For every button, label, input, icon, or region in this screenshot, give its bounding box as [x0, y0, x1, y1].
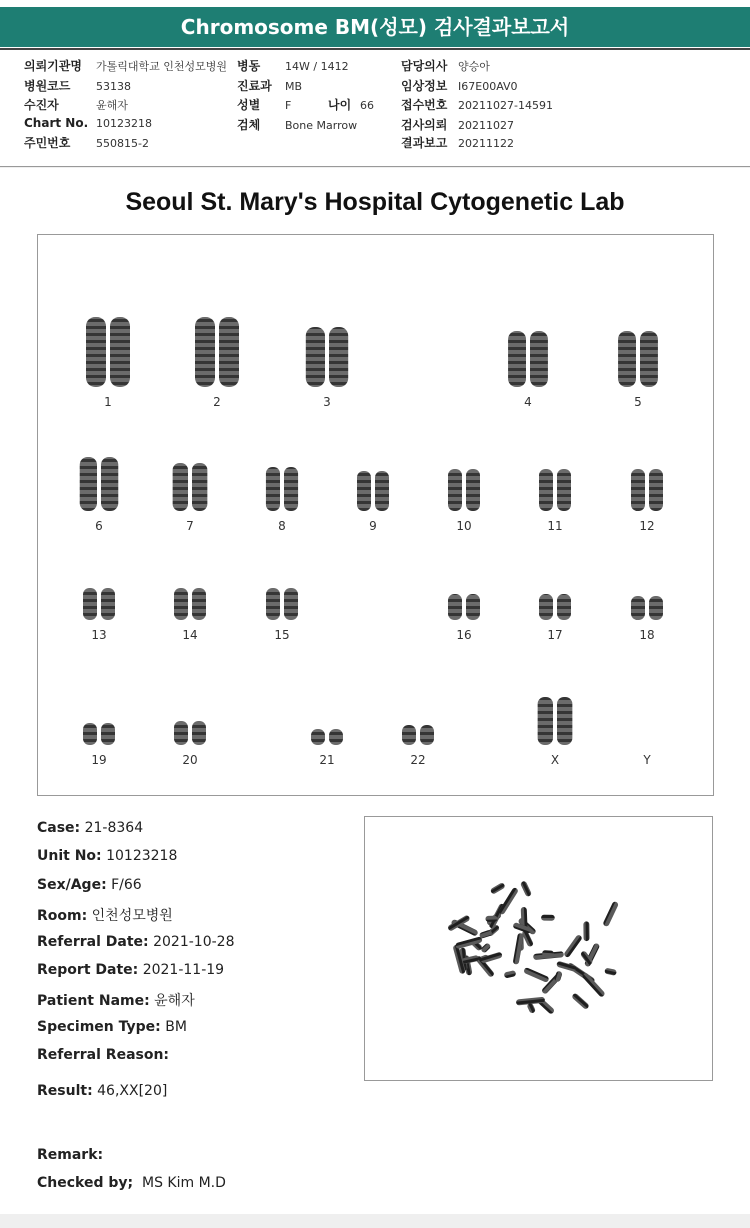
metaphase-chromosome: [490, 882, 506, 895]
metaphase-spread-image: [365, 817, 712, 1080]
info-row: 임상정보 I67E00AV0: [401, 79, 518, 93]
info-row: 결과보고 20211122: [401, 136, 514, 150]
metaphase-chromosome: [542, 950, 554, 957]
metaphase-chromosome: [480, 942, 491, 953]
chromosome-8: [266, 467, 280, 511]
info-row: 검사의뢰 20211027: [401, 118, 514, 132]
chromosome-16: [448, 594, 462, 620]
metaphase-chromosome: [602, 901, 619, 927]
chromosome-3: [306, 327, 325, 387]
info-row: 접수번호 20211027-14591: [401, 98, 553, 112]
field-room: Room: 인천성모병원: [37, 908, 173, 924]
chromosome-label-21: 21: [319, 753, 335, 767]
chromosome-label-15: 15: [274, 628, 290, 642]
karyotype-image: [38, 235, 713, 795]
chromosome-1: [110, 317, 130, 387]
chromosome-label-5: 5: [634, 395, 642, 409]
chromosome-4: [508, 331, 526, 387]
metaphase-chromosome: [583, 921, 589, 941]
chromosome-label-17: 17: [547, 628, 563, 642]
chromosome-label-Y: Y: [643, 753, 651, 767]
chromosome-6: [80, 457, 97, 511]
metaphase-chromosome: [480, 951, 503, 963]
field-remark: Remark:: [37, 1147, 104, 1163]
chromosome-label-10: 10: [456, 519, 472, 533]
chromosome-14: [192, 588, 206, 620]
chromosome-11: [557, 469, 571, 511]
chromosome-5: [618, 331, 636, 387]
chromosome-label-18: 18: [639, 628, 655, 642]
chromosome-15: [284, 588, 298, 620]
chromosome-21: [311, 729, 325, 745]
chromosome-X: [538, 697, 553, 745]
metaphase-chromosome: [520, 880, 532, 897]
metaphase-chromosome: [498, 887, 519, 916]
title-bar: [0, 0, 750, 48]
karyotype-panel: [37, 234, 714, 796]
chromosome-4: [530, 331, 548, 387]
field-specimen: Specimen Type: BM: [37, 1019, 187, 1035]
chromosome-label-7: 7: [186, 519, 194, 533]
chromosome-9: [375, 471, 389, 511]
report-title: Chromosome BM(성모) 검사결과보고서: [0, 7, 750, 47]
metaphase-panel: [364, 816, 713, 1081]
chromosome-7: [173, 463, 188, 511]
report-page: [0, 168, 750, 1214]
metaphase-chromosome: [604, 968, 617, 976]
chromosome-8: [284, 467, 298, 511]
info-row: 나이 66: [328, 98, 374, 112]
chromosome-21: [329, 729, 343, 745]
chromosome-16: [466, 594, 480, 620]
field-sexage: Sex/Age: F/66: [37, 877, 142, 893]
info-row: 의뢰기관명 가톨릭대학교 인천성모병원: [24, 59, 228, 73]
info-row: 수진자 윤해자: [24, 98, 128, 112]
info-row: 담당의사 양승아: [401, 59, 490, 73]
chromosome-10: [448, 469, 462, 511]
metaphase-chromosome: [571, 992, 590, 1010]
chromosome-3: [329, 327, 348, 387]
chromosome-label-4: 4: [524, 395, 532, 409]
chromosome-label-13: 13: [91, 628, 107, 642]
chromosome-12: [649, 469, 663, 511]
chromosome-20: [192, 721, 206, 745]
metaphase-chromosome: [485, 916, 497, 922]
chromosome-X: [557, 697, 572, 745]
info-row: 병동 14W / 1412: [237, 59, 349, 73]
chromosome-19: [101, 723, 115, 745]
field-result: Result: 46,XX[20]: [37, 1083, 168, 1099]
chromosome-label-19: 19: [91, 753, 107, 767]
field-unit: Unit No: 10123218: [37, 848, 178, 864]
info-row: 검체 Bone Marrow: [237, 118, 358, 132]
chromosome-label-2: 2: [213, 395, 221, 409]
chromosome-12: [631, 469, 645, 511]
chromosome-13: [83, 588, 97, 620]
chromosome-22: [402, 725, 416, 745]
chromosome-6: [101, 457, 118, 511]
chromosome-14: [174, 588, 188, 620]
chromosome-label-12: 12: [639, 519, 655, 533]
info-row: 성별 F: [237, 98, 292, 112]
metaphase-chromosome: [581, 972, 605, 998]
chromosome-label-9: 9: [369, 519, 377, 533]
metaphase-chromosome: [541, 915, 555, 921]
field-referral-date: Referral Date: 2021-10-28: [37, 934, 235, 950]
chromosome-18: [649, 596, 663, 620]
info-row: 병원코드 53138: [24, 79, 131, 93]
field-referral-reason: Referral Reason:: [37, 1047, 170, 1063]
chromosome-15: [266, 588, 280, 620]
lab-title: Seoul St. Mary's Hospital Cytogenetic Lab: [125, 188, 625, 216]
chromosome-20: [174, 721, 188, 745]
chromosome-label-3: 3: [323, 395, 331, 409]
field-case: Case: 21-8364: [37, 820, 144, 836]
chromosome-label-22: 22: [410, 753, 426, 767]
chromosome-1: [86, 317, 106, 387]
chromosome-2: [219, 317, 239, 387]
chromosome-18: [631, 596, 645, 620]
field-checked-by: Checked by; MS Kim M.D: [37, 1175, 226, 1191]
chromosome-9: [357, 471, 371, 511]
chromosome-5: [640, 331, 658, 387]
chromosome-22: [420, 725, 434, 745]
chromosome-label-11: 11: [547, 519, 563, 533]
chromosome-17: [539, 594, 553, 620]
chromosome-7: [192, 463, 207, 511]
patient-info-panel: [0, 48, 750, 167]
info-row: Chart No. 10123218: [24, 116, 152, 130]
chromosome-label-16: 16: [456, 628, 472, 642]
field-report-date: Report Date: 2021-11-19: [37, 962, 225, 978]
metaphase-chromosome: [563, 934, 583, 958]
chromosome-label-1: 1: [104, 395, 112, 409]
chromosome-2: [195, 317, 215, 387]
metaphase-chromosome: [504, 970, 517, 979]
chromosome-19: [83, 723, 97, 745]
chromosome-label-6: 6: [95, 519, 103, 533]
metaphase-chromosome: [523, 967, 550, 983]
metaphase-chromosome: [556, 961, 577, 972]
info-row: 주민번호 550815-2: [24, 136, 149, 150]
info-row: 진료과 MB: [237, 79, 303, 93]
chromosome-label-8: 8: [278, 519, 286, 533]
chromosome-10: [466, 469, 480, 511]
chromosome-17: [557, 594, 571, 620]
chromosome-label-20: 20: [182, 753, 198, 767]
field-patient-name: Patient Name: 윤해자: [37, 993, 195, 1009]
chromosome-label-14: 14: [182, 628, 198, 642]
chromosome-11: [539, 469, 553, 511]
chromosome-label-X: X: [550, 753, 560, 767]
chromosome-13: [101, 588, 115, 620]
